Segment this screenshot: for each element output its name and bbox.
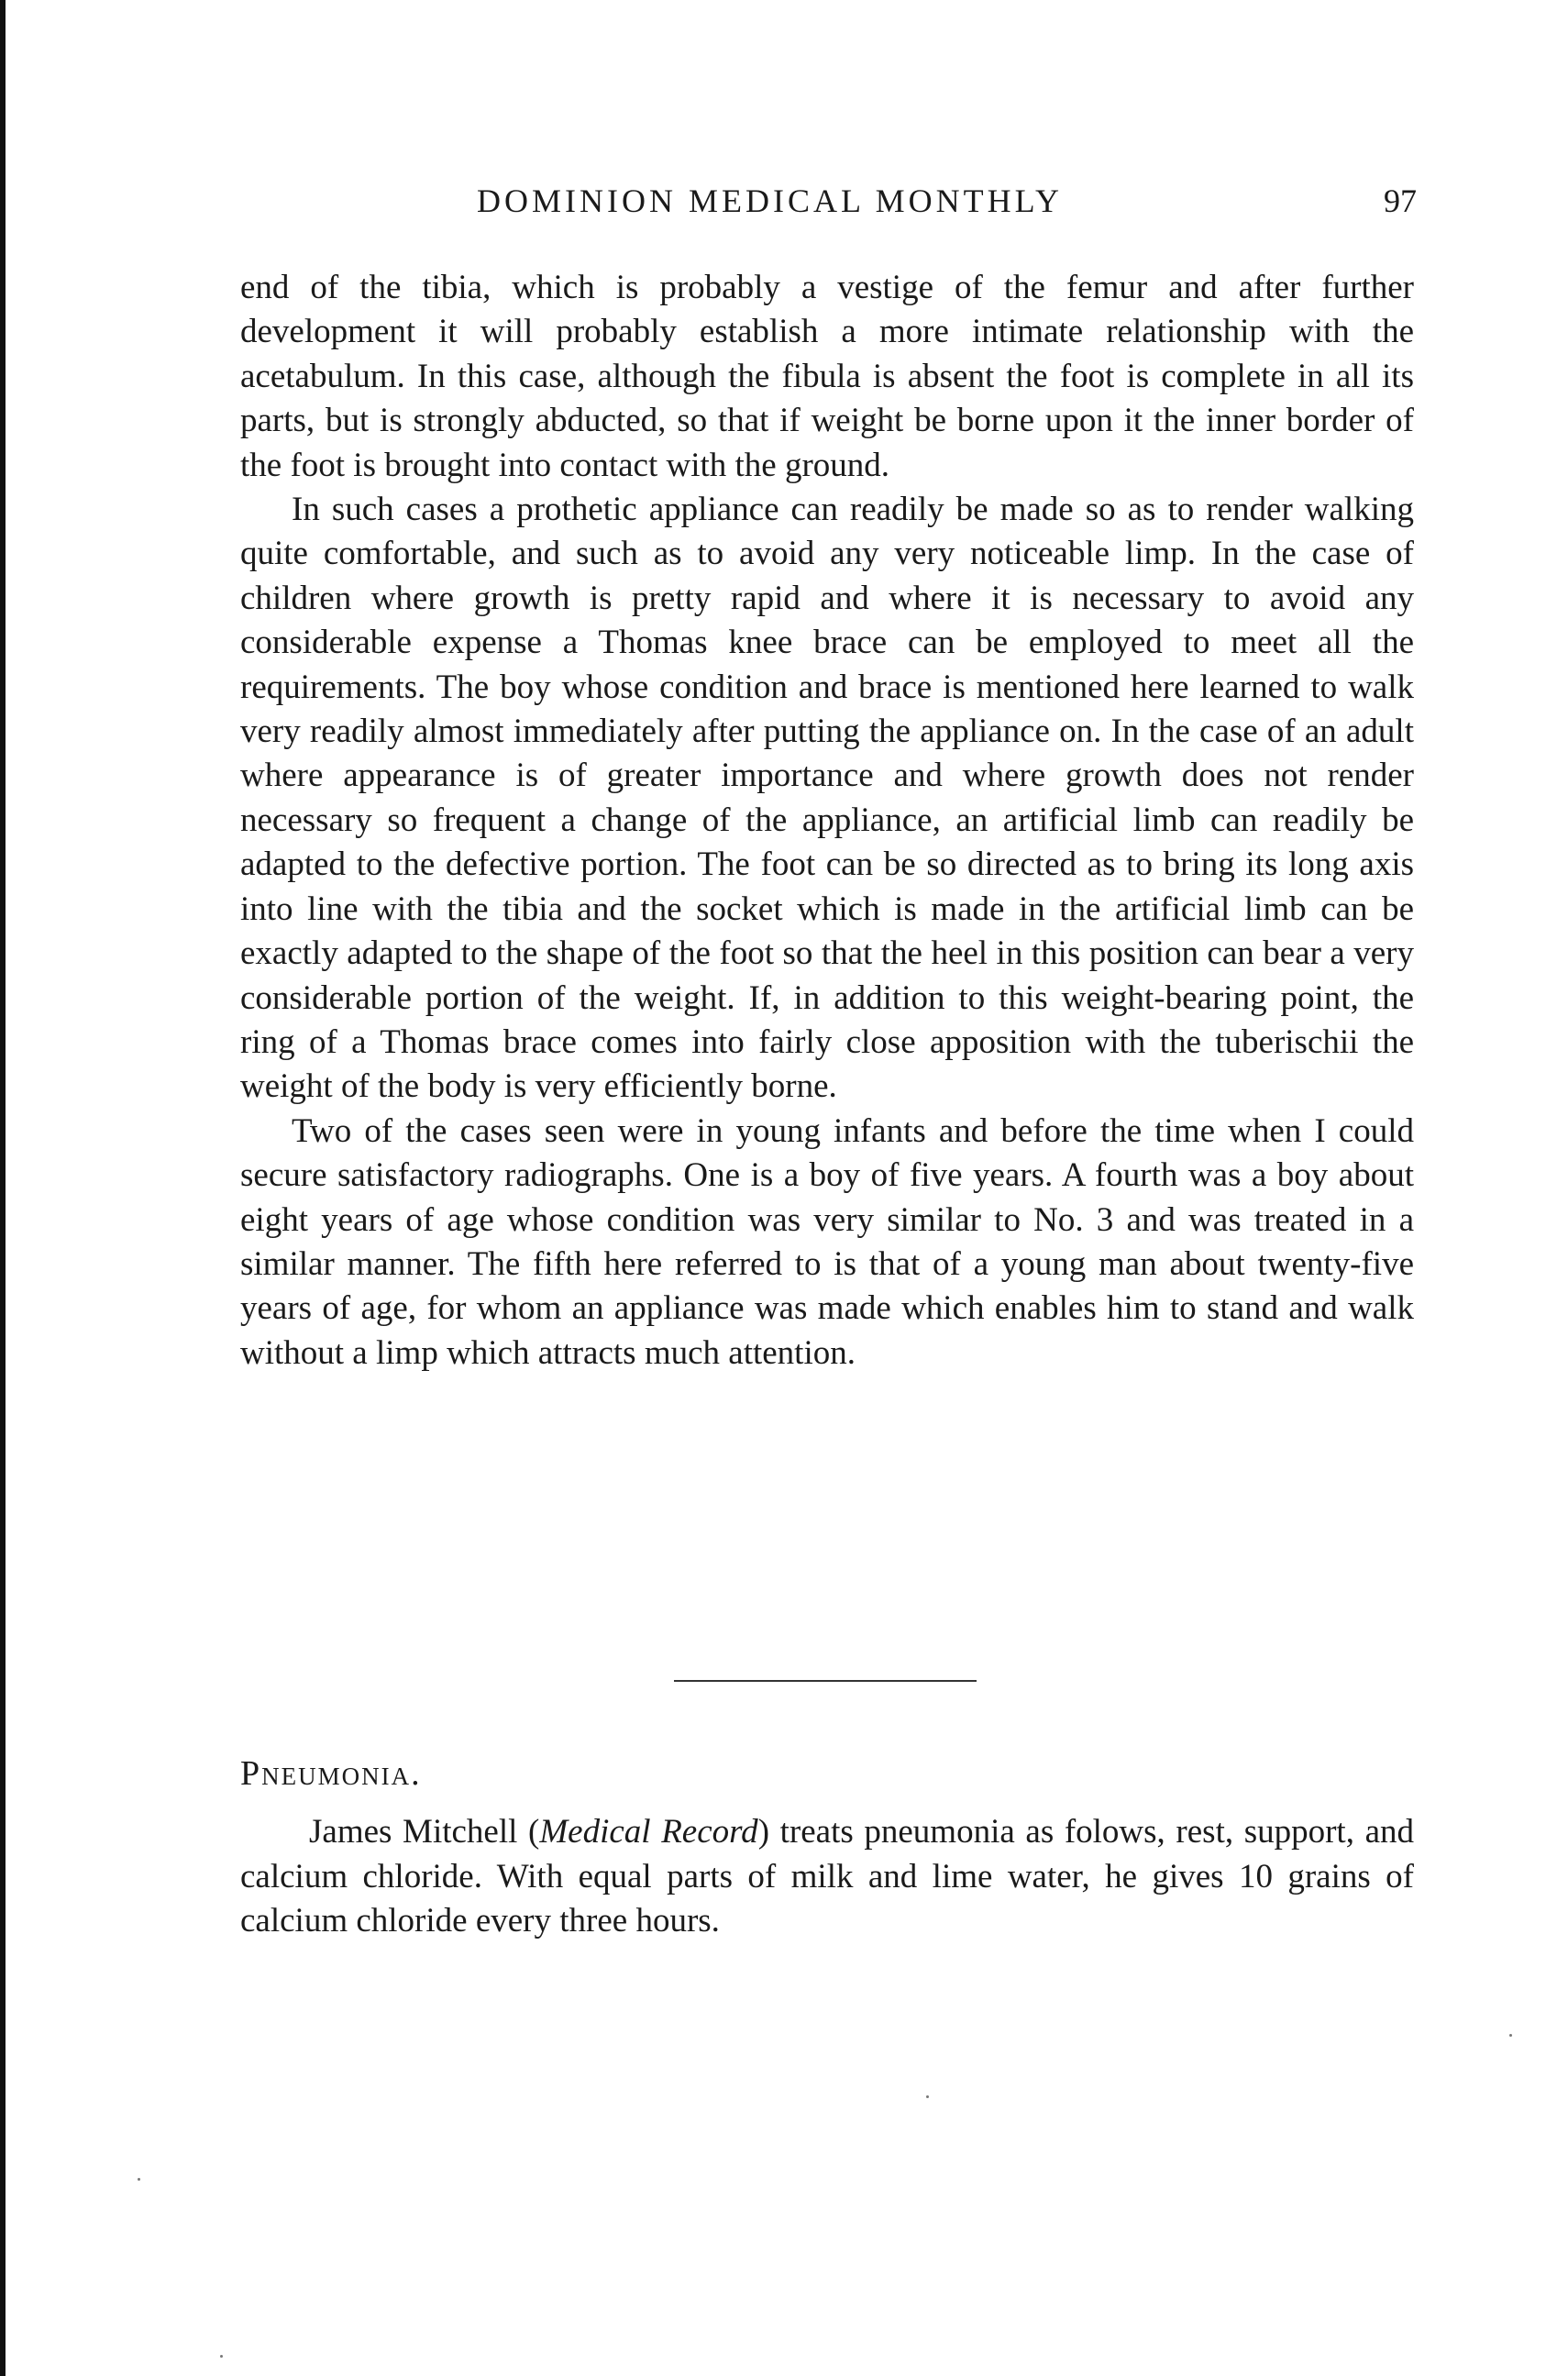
pneumonia-text-end: ) treats pneumonia as folows, rest, support, and calcium chloride. With equal parts of milk and lime water, he gives 10 grains of calcium chloride every three hours. — [240, 1813, 1415, 1940]
scan-speck — [926, 2095, 929, 2098]
pneumonia-section — [240, 1752, 1414, 1944]
running-head — [243, 182, 1417, 227]
page-number: 97 — [1384, 182, 1417, 219]
page-edge-rule — [0, 0, 6, 2376]
article-body — [240, 266, 1414, 1376]
paragraph-continuation: end of the tibia, which is probably a vestige of the femur and after further development it will probably establish a more intimate relationship with the acetabulum. In this case, although the fibula is absent the foot is complete in all its parts, but is strongly abducted, so that if weight be borne upon it the inner border of the foot is brought into contact with the ground. — [240, 269, 1414, 484]
paragraph-prosthetic-appliance: In such cases a prothetic appliance can readily be made so as to render walking quite comfortable, and such as to avoid any very noticeable limp. In the case of children where growth is pretty rapid and where it is necessary to avoid any considerable expense a Thomas knee brace can be employed to meet all the requirements. The boy whose condition and brace is mentioned here learned to walk very readily almost immediately after putting the appliance on. In the case of an adult where appearance is of greater importance and where growth does not render necessary so frequent a change of the appliance, an artificial limb can readily be adapted to the defective portion. The foot can be so directed as to bring its long axis into line with the tibia and the socket which is made in the artificial limb can be exactly adapted to the shape of the foot so that the heel in this position can bear a very considerable portion of the weight. If, in addition to this weight-bearing point, the ring of a Thomas brace comes into fairly close apposition with the tuberischii the weight of the body is very efficiently borne. — [240, 491, 1414, 1106]
scan-speck — [138, 2178, 140, 2181]
scan-speck — [1509, 2034, 1512, 2037]
journal-title: DOMINION MEDICAL MONTHLY — [477, 182, 1064, 219]
scan-speck — [220, 2355, 223, 2358]
pneumonia-paragraph — [240, 1810, 1414, 1943]
pneumonia-text-start: James Mitchell ( — [309, 1813, 540, 1851]
source-citation: Medical Record — [539, 1813, 758, 1851]
section-heading: Pneumonia. — [240, 1754, 422, 1793]
section-divider — [674, 1680, 977, 1682]
paragraph-other-cases: Two of the cases seen were in young infants and before the time when I could secure satisfactory radiographs. One is a boy of five years. A fourth was a boy about eight years of age whose condition was very similar to No. 3 and was treated in a similar manner. The fifth here referred to is that of a young man about twenty-five years of age, for whom an appliance was made which enables him to stand and walk without a limp which attracts much attention. — [240, 1111, 1414, 1372]
